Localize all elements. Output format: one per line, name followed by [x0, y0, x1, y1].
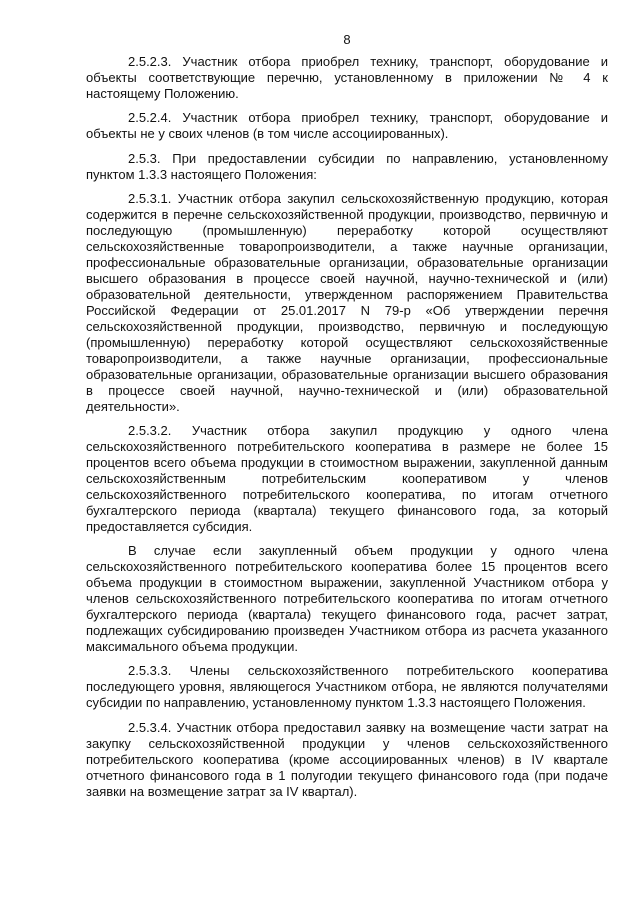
paragraph-2-5-3-4: 2.5.3.4. Участник отбора предоставил заявку на возмещение части затрат на закупку сельскохозяйственной продукции у членов сельскохозяйственного потребительского кооператива (кроме ассоциированных членов) в IV квартале отчетного финансового года в 1 полугодии текущего финансового года (при подаче заявки на возмещение затрат за IV квартал).	[86, 719, 608, 799]
paragraph-2-5-2-3: 2.5.2.3. Участник отбора приобрел технику, транспорт, оборудование и объекты соответствующие перечню, установленному в приложении № 4 к настоящему Положению.	[86, 54, 608, 101]
paragraph-2-5-2-4: 2.5.2.4. Участник отбора приобрел технику, транспорт, оборудование и объекты не у своих членов (в том числе ассоциированных).	[86, 110, 608, 142]
page-number: 8	[343, 32, 351, 47]
paragraph-2-5-3: 2.5.3. При предоставлении субсидии по направлению, установленному пунктом 1.3.3 настоящего Положения:	[86, 150, 608, 182]
paragraph-2-5-3-1: 2.5.3.1. Участник отбора закупил сельскохозяйственную продукцию, которая содержится в перечне сельскохозяйственной продукции, производство, первичную и последующую (промышленную) переработку которой осуществляют сельскохозяйственные товаропроизводители, а также научные организации, профессиональные образовательные организации, образовательные организации высшего образования в процессе своей научной, научно-технической и (или) образовательной деятельности, утвержденном распоряжением Правительства Российской Федерации от 25.01.2017 N 79-р «Об утверждении перечня сельскохозяйственной продукции, производство, первичную и последующую (промышленную) переработку которой осуществляют сельскохозяйственные товаропроизводители, а также научные организации, профессиональные образовательные организации, образовательные организации высшего образования в процессе своей научной, научно-технической и (или) образовательной деятельности».	[86, 191, 608, 414]
paragraph-excess-volume: В случае если закупленный объем продукции у одного члена сельскохозяйственного потребительского кооператива более 15 процентов всего объема продукции в стоимостном выражении, закупленной Участником отбора у членов сельскохозяйственного потребительского кооператива по итогам отчетного бухгалтерского периода (квартала) текущего финансового года, расчет затрат, подлежащих субсидированию произведен Участником отбора из расчета указанного максимального объема продукции.	[86, 543, 608, 654]
paragraph-2-5-3-2: 2.5.3.2. Участник отбора закупил продукцию у одного члена сельскохозяйственного потребительского кооператива в размере не более 15 процентов всего объема продукции в стоимостном выражении, закупленной данным сельскохозяйственным потребительским кооперативом у членов сельскохозяйственного потребительского кооператива, по итогам отчетного бухгалтерского периода (квартала) текущего финансового года, за который предоставляется субсидия.	[86, 423, 608, 534]
paragraph-2-5-3-3: 2.5.3.3. Члены сельскохозяйственного потребительского кооператива последующего уровня, являющегося Участником отбора, не являются получателями субсидии по направлению, установленному пунктом 1.3.3 настоящего Положения.	[86, 663, 608, 711]
